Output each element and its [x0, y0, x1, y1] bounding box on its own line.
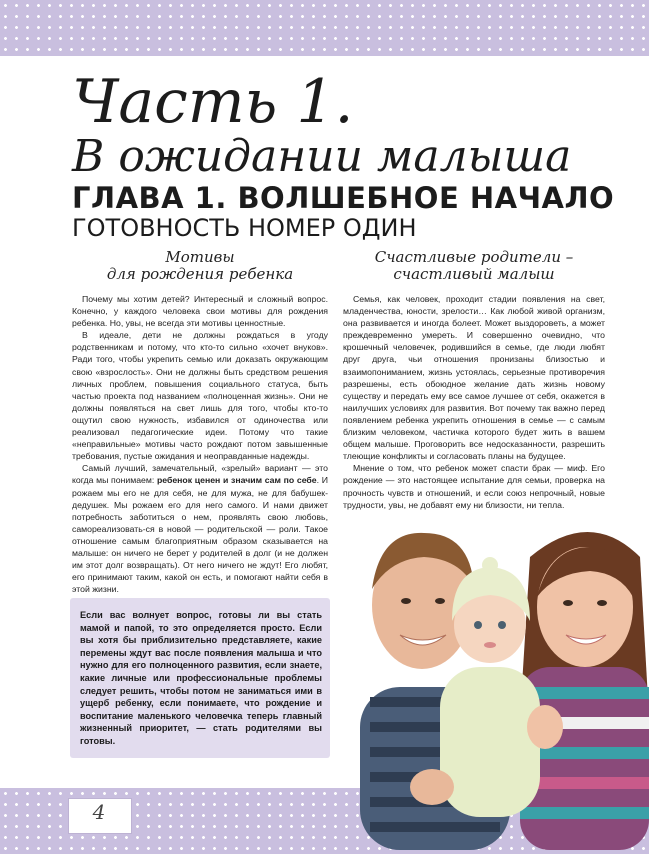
part-title: Часть 1. [72, 67, 354, 137]
family-photo [340, 517, 649, 850]
section-title: ГОТОВНОСТЬ НОМЕР ОДИН [72, 214, 417, 242]
left-heading-line1: Мотивы [165, 248, 235, 266]
left-column-text [72, 293, 328, 595]
left-paragraph-1: Почему мы хотим детей? Интересный и сложный вопрос. Конечно, у каждого человека свои мотивы для рождения ребенка. Но, увы, не всегда эти мотивы ценностные. [72, 294, 328, 329]
left-paragraph-2: В идеале, дети не должны рождаться в угоду родственникам и потому, что кто-то сильно «хочет внуков». Ради того, чтобы укрепить семью или доказать окружающим свою «взрослость». Они не должны быть средством решения личных проблем, повышения социального статуса, быть частью проекта под названием «полноценная жизнь». Они не должны появляться на свет лишь для того, чтобы кто-то ощутил свою нужность, избавился от одиночества или реализовал педагогические идеи. Потому что такие «неправильные» мотивы часто рождают потом завышенные требования, пустые ожидания и неоправданные надежды. [72, 330, 328, 462]
right-heading-line2: счастливый малыш [393, 265, 555, 283]
page-number: 4 [92, 800, 106, 824]
left-column-heading [72, 249, 328, 283]
right-paragraph-1: Семья, как человек, проходит стадии появления на свет, младенчества, юности, зрелости… Как любой живой организм, она развивается и иногда болеет. Может выздороветь, а может преждевременно умереть. И совершенно очевидно, что крошечный человечек, родившийся в семье, где люди любят друг друга, чьи отношения пронизаны близостью и взаимопониманием, жизнь устоялась, серьезные противоречия разрешены, есть обоюдное желание дать жизнь новому существу и передать ему все самое лучшее от себя, окажется в наилучших условиях для развития. Вот почему так важно перед появлением ребенка укрепить отношения в семье — с самым близким человеком, частичка которого будет жить в вашем общем малыше. Проговорить все недосказанности, разрешить тлеющие конфликты и согласовать планы на будущее. [343, 294, 605, 462]
callout-text: Если вас волнует вопрос, готовы ли вы стать мамой и папой, то это определяется просто. Если вы хотя бы приблизительно представляете, какие перемены ждут вас после появления малыша и что нужно для его полноценного развития, если знаете, какие личные или профессиональные проблемы следует решить, чтобы потом не заниматься ими в ущерб ребенку, если понимаете, что рождение и воспитание маленького человечка теперь главный жизненный приоритет, — стать родителями вы готовы. [80, 610, 322, 746]
left-paragraph-3-end: . И рожаем мы его не для себя, не для мужа, не для бабушек-дедушек. Мы рожаем его для него самого. И нами движет потребность заботиться о нем, проявлять свою любовь, самореализовать-ся в новой — родительской — роли. Такое отношение самым благоприятным образом сказывается на малыше: он ничего не берет у родителей в долг (и не должен им этот долг возвращать). От него ничего не ждут! Его любят, его принимают таким, какой он есть, и помогают найти себя в этой жизни. [72, 475, 329, 595]
left-paragraph-3-bold: ребенок ценен и значим сам по себе [156, 475, 317, 486]
left-heading-line2: для рождения ребенка [106, 265, 294, 283]
left-paragraph-3 [72, 462, 328, 595]
chapter-title: ГЛАВА 1. ВОЛШЕБНОЕ НАЧАЛО [72, 181, 615, 215]
part-subtitle: В ожидании малыша [72, 131, 572, 182]
top-decorative-band [0, 0, 649, 56]
top-lace-border [0, 56, 649, 66]
right-heading-line1: Счастливые родители – [374, 248, 574, 266]
right-paragraph-2: Мнение о том, что ребенок может спасти брак — миф. Его рождение — это настоящее испытание для семьи, проверка на прочность чувств и отношений, и если союз непрочный, новые трудности, увы, не добавят ему ни близости, ни тепла. [343, 463, 605, 510]
right-column-heading [343, 249, 605, 283]
right-column-text [343, 293, 605, 511]
mother-figure [520, 532, 649, 850]
left-paragraph-3-start: Самый лучший, замечательный, «зрелый» вариант — это когда мы понимаем: [72, 463, 328, 486]
